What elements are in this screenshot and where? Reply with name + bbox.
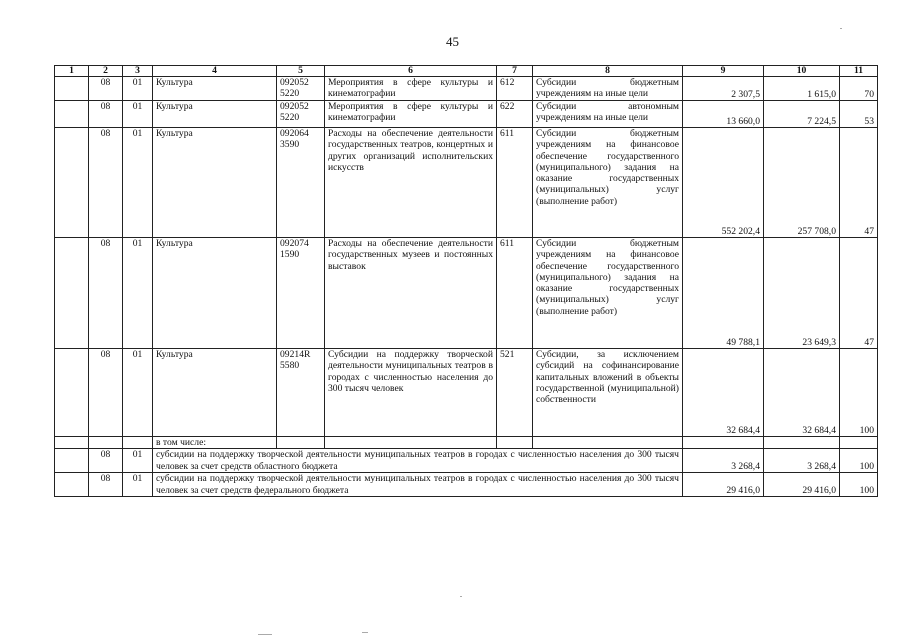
cell-plan: 13 660,0 bbox=[683, 101, 764, 128]
cell-expense-description: Субсидии бюджетным учреждениям на финансовое обеспечение государственного (муниципального) задания на оказание государственных (муниципальных) услуг (выполнение работ) bbox=[533, 238, 683, 349]
cell-section: 08 bbox=[89, 349, 123, 437]
header-cell: 11 bbox=[840, 66, 878, 77]
cell-empty bbox=[123, 437, 153, 449]
cell-expense-description: Субсидии автономным учреждениям на иные цели bbox=[533, 101, 683, 128]
cell-plan: 3 268,4 bbox=[683, 449, 764, 473]
cell-plan: 29 416,0 bbox=[683, 473, 764, 497]
cell-col1 bbox=[55, 77, 89, 101]
cell-subsection: 01 bbox=[123, 349, 153, 437]
cell-actual: 29 416,0 bbox=[764, 473, 840, 497]
cell-description: Мероприятия в сфере культуры и кинематографии bbox=[325, 77, 497, 101]
cell-expense-type: 611 bbox=[497, 128, 533, 238]
cell-expense-description: Субсидии бюджетным учреждениям на финансовое обеспечение государственного (муниципального) задания на оказание государственных (муниципальных) услуг (выполнение работ) bbox=[533, 128, 683, 238]
cell-description: Расходы на обеспечение деятельности государственных театров, концертных и других организаций исполнительских искусств bbox=[325, 128, 497, 238]
including-row bbox=[55, 437, 878, 449]
including-label: в том числе: bbox=[153, 437, 277, 449]
cell-empty bbox=[55, 449, 89, 473]
cell-section: 08 bbox=[89, 238, 123, 349]
cell-empty bbox=[497, 437, 533, 449]
cell-target-code: 092074 1590 bbox=[277, 238, 325, 349]
header-cell: 6 bbox=[325, 66, 497, 77]
header-cell: 3 bbox=[123, 66, 153, 77]
cell-name: Культура bbox=[153, 101, 277, 128]
page-number: 45 bbox=[446, 34, 459, 49]
cell-subsection: 01 bbox=[123, 101, 153, 128]
scan-speck bbox=[362, 632, 368, 633]
cell-subsection: 01 bbox=[123, 238, 153, 349]
cell-empty bbox=[325, 437, 497, 449]
scan-speck bbox=[840, 28, 842, 29]
header-cell: 9 bbox=[683, 66, 764, 77]
cell-subsidy-description: субсидии на поддержку творческой деятельности муниципальных театров в городах с численностью населения до 300 тысяч человек за счет средств областного бюджета bbox=[153, 449, 683, 473]
cell-description: Расходы на обеспечение деятельности государственных музеев и постоянных выставок bbox=[325, 238, 497, 349]
cell-percent: 100 bbox=[840, 449, 878, 473]
cell-empty bbox=[533, 437, 683, 449]
cell-actual: 32 684,4 bbox=[764, 349, 840, 437]
scan-speck bbox=[258, 634, 272, 635]
cell-empty bbox=[55, 437, 89, 449]
cell-expense-type: 622 bbox=[497, 101, 533, 128]
cell-target-code: 092064 3590 bbox=[277, 128, 325, 238]
cell-description: Субсидии на поддержку творческой деятельности муниципальных театров в городах с численностью населения до 300 тысяч человек bbox=[325, 349, 497, 437]
header-cell: 8 bbox=[533, 66, 683, 77]
table-row bbox=[55, 128, 878, 238]
cell-expense-type: 611 bbox=[497, 238, 533, 349]
table-row bbox=[55, 238, 878, 349]
cell-name: Культура bbox=[153, 349, 277, 437]
cell-description: Мероприятия в сфере культуры и кинематографии bbox=[325, 101, 497, 128]
header-row bbox=[55, 66, 878, 77]
header-cell: 4 bbox=[153, 66, 277, 77]
budget-table bbox=[54, 65, 878, 497]
table-row bbox=[55, 101, 878, 128]
cell-plan: 552 202,4 bbox=[683, 128, 764, 238]
cell-percent: 53 bbox=[840, 101, 878, 128]
cell-subsection: 01 bbox=[123, 128, 153, 238]
cell-section: 08 bbox=[89, 77, 123, 101]
cell-empty bbox=[840, 437, 878, 449]
cell-subsection: 01 bbox=[123, 77, 153, 101]
cell-empty bbox=[277, 437, 325, 449]
cell-actual: 23 649,3 bbox=[764, 238, 840, 349]
cell-subsection: 01 bbox=[123, 449, 153, 473]
cell-percent: 100 bbox=[840, 349, 878, 437]
cell-plan: 32 684,4 bbox=[683, 349, 764, 437]
cell-col1 bbox=[55, 238, 89, 349]
cell-col1 bbox=[55, 349, 89, 437]
cell-expense-type: 521 bbox=[497, 349, 533, 437]
cell-col1 bbox=[55, 128, 89, 238]
cell-percent: 47 bbox=[840, 238, 878, 349]
cell-actual: 3 268,4 bbox=[764, 449, 840, 473]
cell-percent: 100 bbox=[840, 473, 878, 497]
cell-target-code: 09214R 5580 bbox=[277, 349, 325, 437]
subsidy-detail-row bbox=[55, 449, 878, 473]
cell-actual: 1 615,0 bbox=[764, 77, 840, 101]
cell-plan: 2 307,5 bbox=[683, 77, 764, 101]
header-cell: 5 bbox=[277, 66, 325, 77]
cell-name: Культура bbox=[153, 77, 277, 101]
cell-percent: 47 bbox=[840, 128, 878, 238]
cell-empty bbox=[55, 473, 89, 497]
header-cell: 1 bbox=[55, 66, 89, 77]
cell-empty bbox=[89, 437, 123, 449]
cell-section: 08 bbox=[89, 128, 123, 238]
subsidy-detail-row bbox=[55, 473, 878, 497]
cell-target-code: 092052 5220 bbox=[277, 101, 325, 128]
cell-empty bbox=[764, 437, 840, 449]
cell-expense-type: 612 bbox=[497, 77, 533, 101]
cell-section: 08 bbox=[89, 473, 123, 497]
cell-subsection: 01 bbox=[123, 473, 153, 497]
cell-actual: 7 224,5 bbox=[764, 101, 840, 128]
cell-section: 08 bbox=[89, 101, 123, 128]
header-cell: 2 bbox=[89, 66, 123, 77]
cell-actual: 257 708,0 bbox=[764, 128, 840, 238]
cell-expense-description: Субсидии бюджетным учреждениям на иные цели bbox=[533, 77, 683, 101]
cell-section: 08 bbox=[89, 449, 123, 473]
cell-col1 bbox=[55, 101, 89, 128]
cell-target-code: 092052 5220 bbox=[277, 77, 325, 101]
table-row bbox=[55, 77, 878, 101]
header-cell: 7 bbox=[497, 66, 533, 77]
cell-plan: 49 788,1 bbox=[683, 238, 764, 349]
cell-name: Культура bbox=[153, 238, 277, 349]
cell-expense-description: Субсидии, за исключением субсидий на софинансирование капитальных вложений в объекты государственной (муниципальной) собственности bbox=[533, 349, 683, 437]
cell-empty bbox=[683, 437, 764, 449]
cell-name: Культура bbox=[153, 128, 277, 238]
header-cell: 10 bbox=[764, 66, 840, 77]
cell-subsidy-description: субсидии на поддержку творческой деятельности муниципальных театров в городах с численностью населения до 300 тысяч человек за счет средств федерального бюджета bbox=[153, 473, 683, 497]
scan-speck bbox=[460, 596, 462, 597]
table-row bbox=[55, 349, 878, 437]
cell-percent: 70 bbox=[840, 77, 878, 101]
